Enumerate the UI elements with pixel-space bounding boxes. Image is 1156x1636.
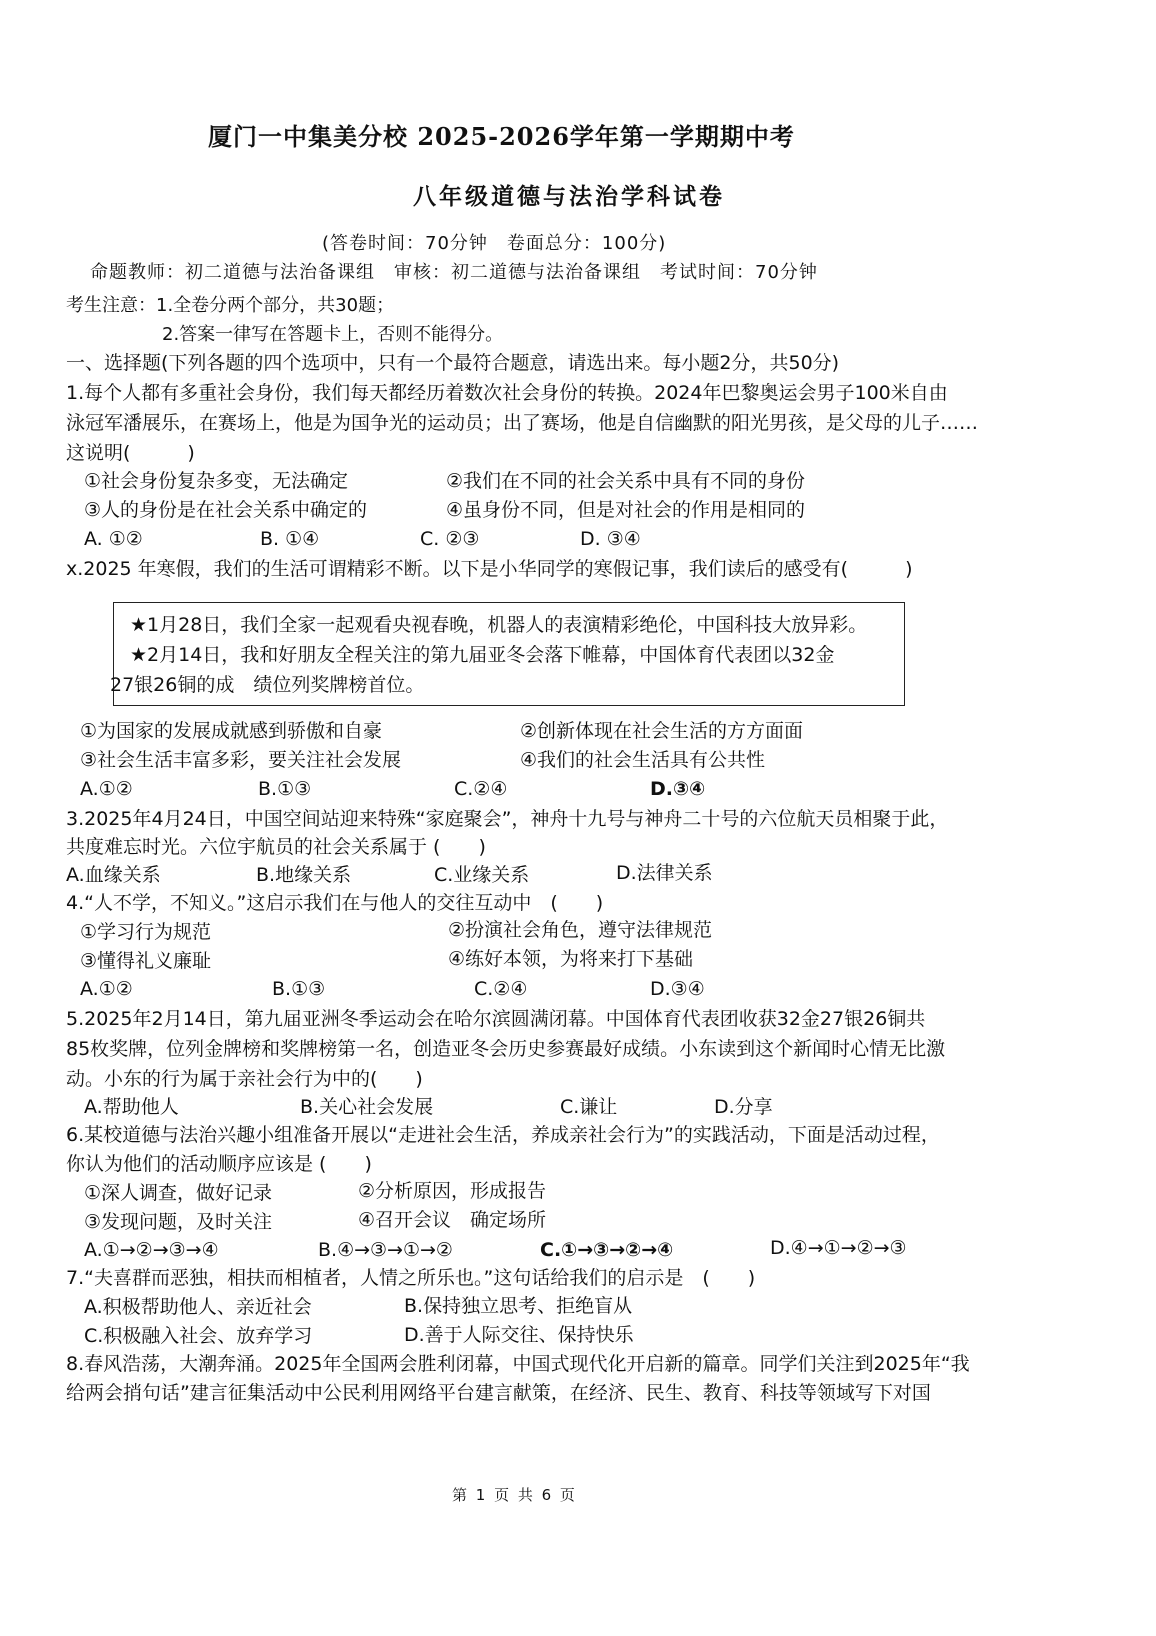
q6-statement-1: ①深人调查，做好记录 [84, 1182, 273, 1204]
q6-statement-2: ②分析原因，形成报告 [358, 1180, 547, 1202]
q5-option-d: D.分享 [714, 1096, 773, 1118]
q1-option-d: D. ③④ [580, 528, 641, 550]
q1-stem-line-1: 1.每个人都有多重社会身份，我们每天都经历着数次社会身份的转换。2024年巴黎奥运会男子100米自由 [66, 382, 948, 404]
q4-statement-1: ①学习行为规范 [80, 921, 212, 943]
q4-statement-2: ②扮演社会角色，遵守法律规范 [448, 919, 713, 941]
q1-statement-1: ①社会身份复杂多变，无法确定 [84, 470, 349, 492]
q2-diary-line-3: 27银26铜的成 绩位列奖牌榜首位。 [110, 674, 425, 696]
q5-stem-line-3: 动。小东的行为属于亲社会行为中的( ) [66, 1068, 423, 1090]
q3-option-d: D.法律关系 [616, 862, 713, 884]
q4-option-d: D.③④ [650, 978, 705, 1000]
section-heading: 一、选择题(下列各题的四个选项中，只有一个最符合题意，请选出来。每小题2分，共50分) [66, 352, 840, 374]
q8-stem-line-2: 给两会捎句话”建言征集活动中公民利用网络平台建言献策，在经济、民生、教育、科技等领域写下对国 [66, 1382, 931, 1404]
q3-option-b: B.地缘关系 [256, 864, 352, 886]
q4-option-b: B.①③ [272, 978, 326, 1000]
q1-statement-3: ③人的身份是在社会关系中确定的 [84, 499, 368, 521]
q2-option-d: D.③④ [650, 778, 706, 800]
q1-option-a: A. ①② [84, 528, 143, 550]
q6-statement-3: ③发现问题，及时关注 [84, 1211, 273, 1233]
q7-option-d: D.善于人际交往、保持快乐 [404, 1324, 634, 1346]
q6-option-a: A.①→②→③→④ [84, 1239, 219, 1261]
q6-option-d: D.④→①→②→③ [770, 1237, 907, 1259]
q7-option-c: C.积极融入社会、放弃学习 [84, 1325, 313, 1347]
exam-notice-2: 2.答案一律写在答题卡上，否则不能得分。 [162, 324, 504, 345]
exam-staff-line: 命题教师：初二道德与法治备课组 审核：初二道德与法治备课组 考试时间：70分钟 [90, 262, 818, 283]
q4-stem: 4.“人不学，不知义。”这启示我们在与他人的交往互动中 ( ) [66, 892, 604, 914]
q6-stem-line-2: 你认为他们的活动顺序应该是 ( ) [66, 1153, 372, 1175]
q2-statement-4: ④我们的社会生活具有公共性 [520, 749, 766, 771]
q6-option-c: C.①→③→②→④ [540, 1239, 674, 1261]
q5-stem-line-1: 5.2025年2月14日，第九届亚洲冬季运动会在哈尔滨圆满闭幕。中国体育代表团收获32金27银26铜共 [66, 1008, 926, 1030]
q2-diary-line-1: ★1月28日，我们全家一起观看央视春晚，机器人的表演精彩绝伦，中国科技大放异彩。 [130, 614, 868, 636]
q6-option-b: B.④→③→①→② [318, 1239, 453, 1261]
q1-option-c: C. ②③ [420, 528, 480, 550]
q4-statement-3: ③懂得礼义廉耻 [80, 950, 212, 972]
q5-option-a: A.帮助他人 [84, 1096, 179, 1118]
exam-title: 厦门一中集美分校 2025-2026学年第一学期期中考 [208, 122, 795, 151]
q6-stem-line-1: 6.某校道德与法治兴趣小组准备开展以“走进社会生活，养成亲社会行为”的实践活动，下面是活动过程， [66, 1124, 940, 1146]
q2-statement-1: ①为国家的发展成就感到骄傲和自豪 [80, 720, 383, 742]
q2-option-c: C.②④ [454, 778, 508, 800]
q6-statement-4: ④召开会议 确定场所 [358, 1209, 547, 1231]
q3-stem-line-1: 3.2025年4月24日，中国空间站迎来特殊“家庭聚会”，神舟十九号与神舟二十号的六位航天员相聚于此， [66, 808, 949, 830]
q4-option-a: A.①② [80, 978, 133, 1000]
q3-option-a: A.血缘关系 [66, 864, 161, 886]
q4-option-c: C.②④ [474, 978, 528, 1000]
q2-diary-line-2: ★2月14日，我和好朋友全程关注的第九届亚冬会落下帷幕，中国体育代表团以32金 [130, 644, 835, 666]
q1-stem-line-2: 泳冠军潘展乐，在赛场上，他是为国争光的运动员；出了赛场，他是自信幽默的阳光男孩，是父母的儿子…… [66, 412, 979, 434]
q7-option-a: A.积极帮助他人、亲近社会 [84, 1296, 312, 1318]
q5-option-c: C.谦让 [560, 1096, 618, 1118]
q5-option-b: B.关心社会发展 [300, 1096, 434, 1118]
page-number: 第 1 页 共 6 页 [452, 1486, 577, 1504]
q5-stem-line-2: 85枚奖牌，位列金牌榜和奖牌榜第一名，创造亚冬会历史参赛最好成绩。小东读到这个新闻时心情无比激 [66, 1038, 946, 1060]
q1-option-b: B. ①④ [260, 528, 320, 550]
q7-stem: 7.“夫喜群而恶独，相扶而相植者，人情之所乐也。”这句话给我们的启示是 ( ) [66, 1267, 756, 1289]
q2-option-a: A.①② [80, 778, 133, 800]
q7-option-b: B.保持独立思考、拒绝盲从 [404, 1295, 633, 1317]
q4-statement-4: ④练好本领，为将来打下基础 [448, 948, 694, 970]
q1-stem-line-3: 这说明( ) [66, 442, 195, 464]
q2-statement-2: ②创新体现在社会生活的方方面面 [520, 720, 804, 742]
exam-time-total: (答卷时间：70分钟 卷面总分：100分) [322, 233, 667, 254]
q2-option-b: B.①③ [258, 778, 312, 800]
exam-notice-1: 考生注意：1.全卷分两个部分，共30题； [66, 295, 395, 316]
q3-stem-line-2: 共度难忘时光。六位宇航员的社会关系属于 ( ) [66, 836, 486, 858]
q3-option-c: C.业缘关系 [434, 864, 530, 886]
exam-subtitle: 八年级道德与法治学科试卷 [413, 183, 725, 210]
q1-statement-4: ④虽身份不同，但是对社会的作用是相同的 [446, 499, 806, 521]
q1-statement-2: ②我们在不同的社会关系中具有不同的身份 [446, 470, 806, 492]
q8-stem-line-1: 8.春风浩荡，大潮奔涌。2025年全国两会胜利闭幕，中国式现代化开启新的篇章。同学们关注到2025年“我 [66, 1353, 970, 1375]
q2-statement-3: ③社会生活丰富多彩，要关注社会发展 [80, 749, 402, 771]
q2-stem: x.2025 年寒假，我们的生活可谓精彩不断。以下是小华同学的寒假记事，我们读后的感受有( ) [66, 558, 913, 580]
